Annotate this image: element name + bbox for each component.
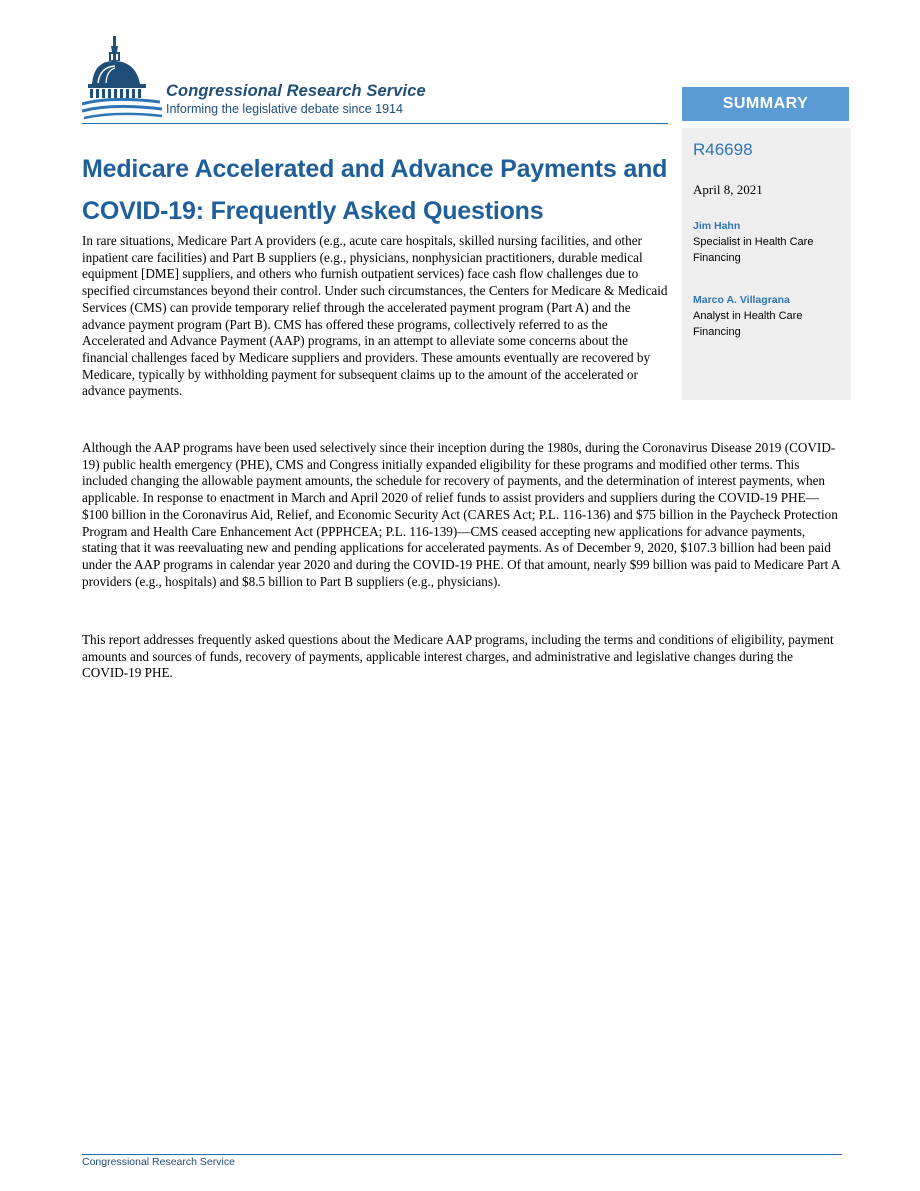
report-date: April 8, 2021: [693, 182, 763, 197]
summary-heading: SUMMARY: [682, 87, 849, 121]
author-name: Jim Hahn: [693, 220, 741, 232]
author-block: [693, 292, 848, 340]
summary-paragraph: In rare situations, Medicare Part A providers (e.g., acute care hospitals, skilled nursing facilities, and other inpatient care facilities) and Part B suppliers (e.g., physicians, nonphysician practitioners, durable medical equipment [DME] suppliers, and others who furnish outpatient services) face cash flow challenges due to specified circumstances beyond their control. Under such circumstances, the Centers for Medicare & Medicaid Services (CMS) can provide temporary relief through the accelerated payment program (Part A) and the advance payment program (Part B). CMS has offered these programs, collectively referred to as the Accelerated and Advance Payment (AAP) programs, in an attempt to alleviate some concerns about the financial challenges faced by Medicare suppliers and providers. These amounts eventually are recovered by Medicare, typically by withholding payment for subsequent claims up to the amount of the accelerated or advance payments.: [82, 233, 668, 399]
author-role: Specialist in Health Care Financing: [693, 236, 814, 264]
page-title: Medicare Accelerated and Advance Payments and COVID-19: Frequently Asked Questions: [82, 155, 668, 225]
footer-divider: [82, 1154, 842, 1155]
org-name: Congressional Research Service: [166, 82, 426, 100]
author-role: Analyst in Health Care Financing: [693, 310, 803, 338]
author-block: [693, 218, 848, 266]
author-name: Marco A. Villagrana: [693, 294, 790, 306]
summary-paragraph: Although the AAP programs have been used selectively since their inception during the 1980s, during the Coronavirus Disease 2019 (COVID-19) public health emergency (PHE), CMS and Congress initially expanded eligibility for these programs and modified other terms. This included changing the allowable payment amounts, the schedule for recovery of payments, and the determination of interest payments, when applicable. In response to enactment in March and April 2020 of relief funds to assist providers and suppliers during the COVID-19 PHE—$100 billion in the Coronavirus Aid, Relief, and Economic Security Act (CARES Act; P.L. 116-136) and $75 billion in the Paycheck Protection Program and Health Care Enhancement Act (PPPHCEA; P.L. 116-139)—CMS ceased accepting new applications for advance payments, stating that it was reevaluating new and pending applications for accelerated payments. As of December 9, 2020, $107.3 billion had been paid under the AAP programs in calendar year 2020 and during the COVID-19 PHE. Of that amount, nearly $99 billion was paid to Medicare Part A providers (e.g., hospitals) and $8.5 billion to Part B suppliers (e.g., physicians).: [82, 440, 840, 589]
crs-logo: [82, 34, 502, 124]
summary-sidebar: [682, 128, 851, 400]
header-divider: [82, 123, 668, 124]
org-tagline: Informing the legislative debate since 1914: [166, 102, 403, 116]
footer-text: Congressional Research Service: [82, 1156, 235, 1168]
report-id: R46698: [693, 140, 753, 159]
capitol-dome-icon: [82, 34, 162, 122]
summary-paragraph: This report addresses frequently asked questions about the Medicare AAP programs, including the terms and conditions of eligibility, payment amounts and sources of funds, recovery of payments, applicable interest charges, and administrative and legislative changes during the COVID-19 PHE.: [82, 632, 834, 681]
